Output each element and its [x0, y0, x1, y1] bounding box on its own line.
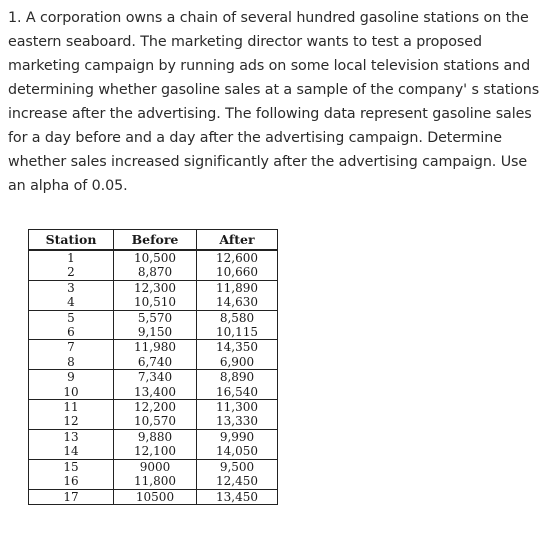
- cell-station: 16: [29, 474, 114, 489]
- sales-table: [28, 229, 278, 505]
- table-row: [29, 459, 278, 474]
- table-header-row: [29, 230, 278, 251]
- cell-station: 1: [29, 250, 114, 265]
- table-row: [29, 370, 278, 385]
- cell-before: 12,300: [114, 280, 197, 295]
- cell-station: 4: [29, 295, 114, 310]
- table-row: [29, 250, 278, 265]
- cell-after: 12,450: [197, 474, 278, 489]
- cell-after: 10,115: [197, 325, 278, 340]
- problem-statement: 1. A corporation owns a chain of several hundred gasoline stations on the eastern seaboard. The marketing director wants to test a proposed marketing campaign by running ads on some local television stations and determining whether gasoline sales at a sample of the company' s stations increase after the advertising. The following data represent gasoline sales for a day before and a day after the advertising campaign. Determine whether sales increased significantly after the advertising campaign. Use an alpha of 0.05.: [8, 10, 540, 194]
- cell-before: 13,400: [114, 385, 197, 400]
- cell-after: 11,890: [197, 280, 278, 295]
- cell-station: 3: [29, 280, 114, 295]
- table-row: [29, 355, 278, 370]
- cell-after: 14,050: [197, 444, 278, 459]
- table-body: [29, 250, 278, 504]
- table-row: [29, 325, 278, 340]
- cell-before: 9,150: [114, 325, 197, 340]
- cell-station: 6: [29, 325, 114, 340]
- cell-after: 9,990: [197, 429, 278, 444]
- table-row: [29, 429, 278, 444]
- cell-before: 6,740: [114, 355, 197, 370]
- cell-before: 10,500: [114, 250, 197, 265]
- cell-station: 15: [29, 459, 114, 474]
- table-row: [29, 414, 278, 429]
- table-row: [29, 400, 278, 415]
- cell-after: 6,900: [197, 355, 278, 370]
- header-station: Station: [29, 230, 114, 251]
- cell-after: 14,630: [197, 295, 278, 310]
- cell-before: 8,870: [114, 265, 197, 280]
- cell-station: 8: [29, 355, 114, 370]
- header-before: Before: [114, 230, 197, 251]
- cell-station: 9: [29, 370, 114, 385]
- table-row: [29, 295, 278, 310]
- cell-before: 11,800: [114, 474, 197, 489]
- cell-before: 10,510: [114, 295, 197, 310]
- cell-station: 17: [29, 489, 114, 504]
- cell-station: 11: [29, 400, 114, 415]
- cell-after: 13,330: [197, 414, 278, 429]
- cell-after: 10,660: [197, 265, 278, 280]
- cell-station: 7: [29, 340, 114, 355]
- cell-before: 5,570: [114, 310, 197, 325]
- cell-before: 10,570: [114, 414, 197, 429]
- header-after: After: [197, 230, 278, 251]
- cell-after: 9,500: [197, 459, 278, 474]
- table-row: [29, 340, 278, 355]
- cell-after: 8,580: [197, 310, 278, 325]
- cell-before: 9,880: [114, 429, 197, 444]
- cell-after: 13,450: [197, 489, 278, 504]
- cell-station: 5: [29, 310, 114, 325]
- table-row: [29, 444, 278, 459]
- cell-station: 10: [29, 385, 114, 400]
- cell-after: 16,540: [197, 385, 278, 400]
- cell-before: 12,200: [114, 400, 197, 415]
- cell-after: 8,890: [197, 370, 278, 385]
- table-row: [29, 265, 278, 280]
- cell-after: 12,600: [197, 250, 278, 265]
- cell-before: 12,100: [114, 444, 197, 459]
- cell-before: 11,980: [114, 340, 197, 355]
- table-row: [29, 310, 278, 325]
- cell-before: 9000: [114, 459, 197, 474]
- cell-station: 14: [29, 444, 114, 459]
- cell-station: 2: [29, 265, 114, 280]
- table-row: [29, 280, 278, 295]
- table-row: [29, 489, 278, 504]
- table-row: [29, 385, 278, 400]
- cell-before: 10500: [114, 489, 197, 504]
- cell-station: 13: [29, 429, 114, 444]
- cell-before: 7,340: [114, 370, 197, 385]
- cell-after: 14,350: [197, 340, 278, 355]
- cell-after: 11,300: [197, 400, 278, 415]
- table-row: [29, 474, 278, 489]
- cell-station: 12: [29, 414, 114, 429]
